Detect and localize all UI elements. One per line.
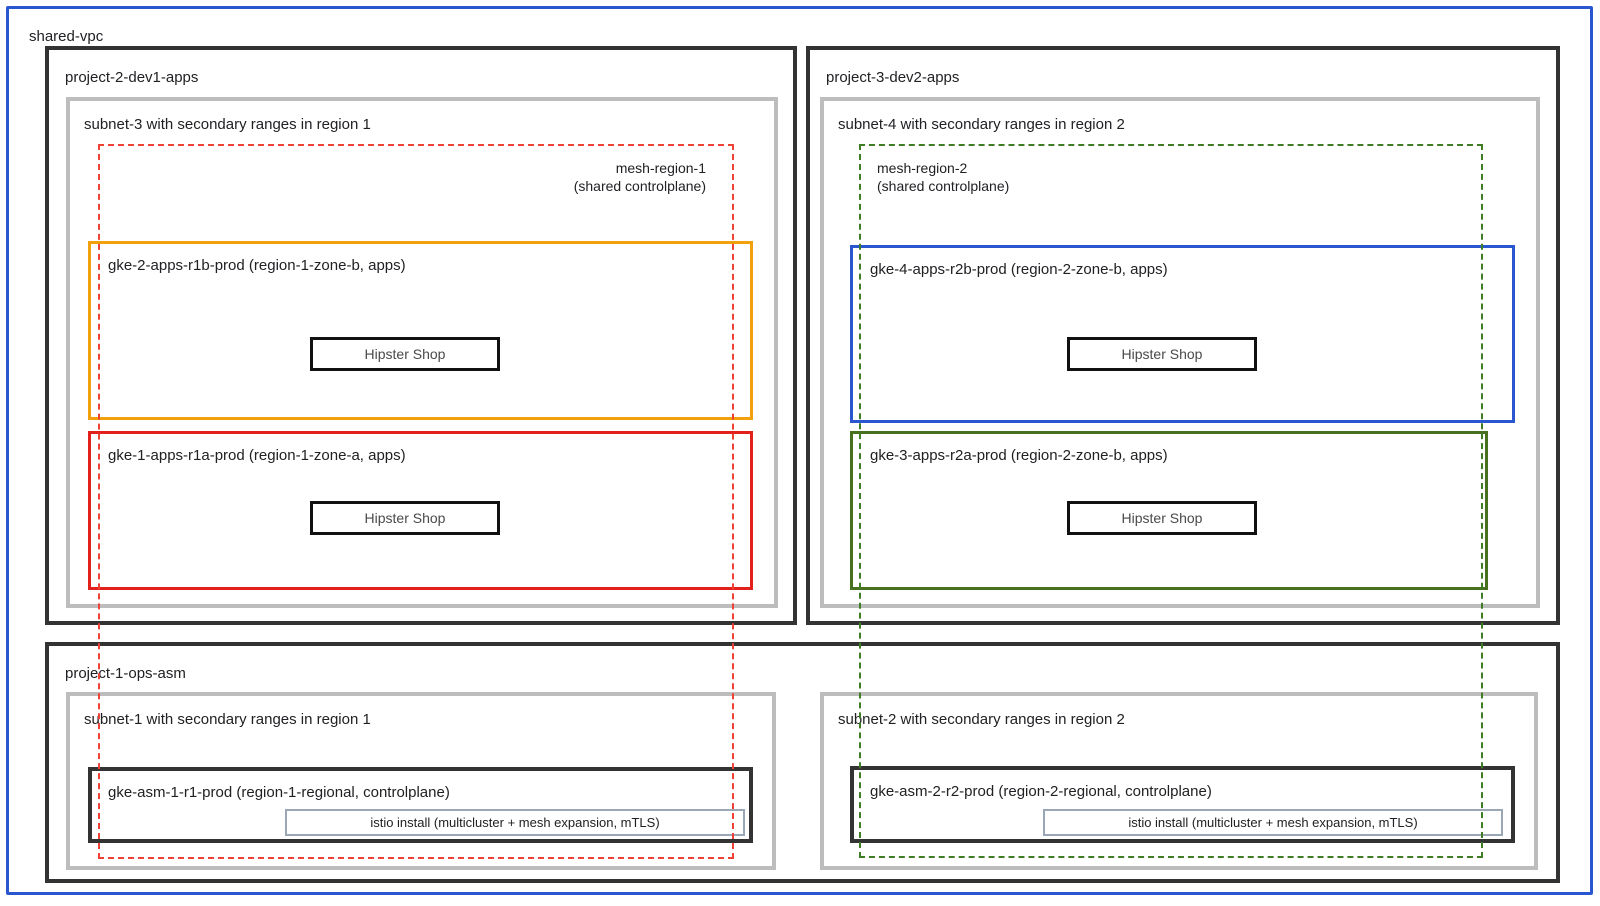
hipster-shop-box-gke2: [310, 337, 500, 371]
gke-asm-1-cluster-label: gke-asm-1-r1-prod (region-1-regional, controlplane): [108, 784, 450, 801]
hipster-shop-label: Hipster Shop: [364, 346, 446, 362]
mesh-region-1-label: mesh-region-1 (shared controlplane): [573, 160, 706, 194]
project-ops-label: project-1-ops-asm: [65, 665, 186, 682]
hipster-shop-label: Hipster Shop: [364, 510, 446, 526]
istio-install-box-asm2: [1043, 809, 1503, 836]
gke-4-cluster-label: gke-4-apps-r2b-prod (region-2-zone-b, apps): [870, 261, 1168, 278]
subnet-2-label: subnet-2 with secondary ranges in region 2: [838, 711, 1125, 728]
subnet-4-label: subnet-4 with secondary ranges in region 2: [838, 116, 1125, 133]
subnet-1-label: subnet-1 with secondary ranges in region 1: [84, 711, 371, 728]
mesh-region-2-label: mesh-region-2 (shared controlplane): [877, 160, 1010, 194]
hipster-shop-box-gke1: [310, 501, 500, 535]
hipster-shop-label: Hipster Shop: [1121, 510, 1203, 526]
gke-asm-2-cluster-label: gke-asm-2-r2-prod (region-2-regional, controlplane): [870, 783, 1212, 800]
subnet-3-label: subnet-3 with secondary ranges in region 1: [84, 116, 371, 133]
shared-vpc-label: shared-vpc: [29, 28, 104, 45]
hipster-shop-box-gke4: [1067, 337, 1257, 371]
hipster-shop-label: Hipster Shop: [1121, 346, 1203, 362]
gke-3-cluster-label: gke-3-apps-r2a-prod (region-2-zone-b, apps): [870, 447, 1168, 464]
gke-1-cluster-label: gke-1-apps-r1a-prod (region-1-zone-a, apps): [108, 447, 406, 464]
istio-install-label: istio install (multicluster + mesh expansion, mTLS): [1128, 815, 1418, 830]
gke-2-cluster-label: gke-2-apps-r1b-prod (region-1-zone-b, apps): [108, 257, 406, 274]
gke-4-cluster-box: [850, 245, 1515, 423]
gke-2-cluster-box: [88, 241, 753, 420]
istio-install-label: istio install (multicluster + mesh expansion, mTLS): [370, 815, 660, 830]
project-dev1-label: project-2-dev1-apps: [65, 69, 199, 86]
istio-install-box-asm1: [285, 809, 745, 836]
project-dev2-label: project-3-dev2-apps: [826, 69, 960, 86]
hipster-shop-box-gke3: [1067, 501, 1257, 535]
